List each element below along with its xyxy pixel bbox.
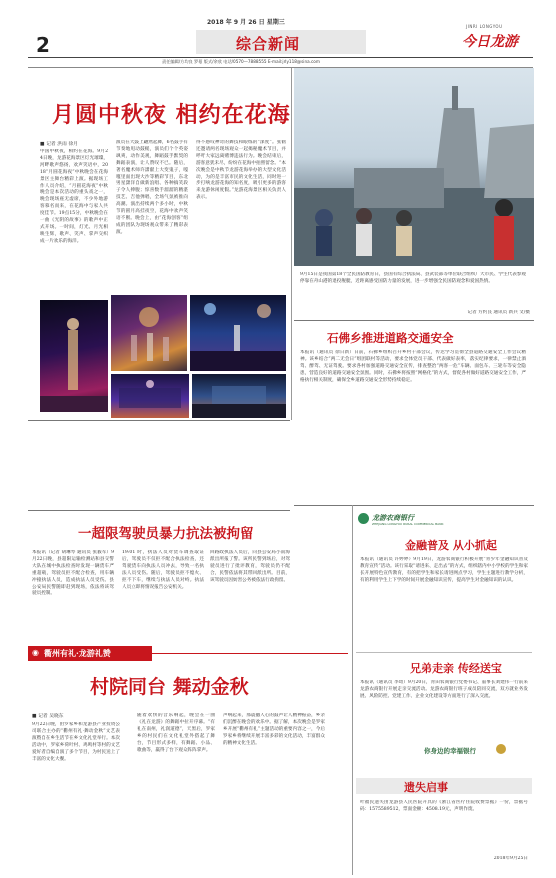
village-col-2: 随着欢快的音乐响起，晚会在一曲《礼在龙游》的舞蹈中拉开序幕。“有礼在南州，礼润道德”，天黑后，罗家乡的村民们在文化礼堂外搭起了舞台，节目形式多样，有舞蹈、小品、歌曲等，赢得了台下观众阵阵掌声。 (137, 713, 215, 753)
masthead-rule (28, 57, 533, 58)
concert-photo-4 (111, 374, 189, 418)
lead-headline: 月圆中秋夜 相约在花海 (52, 102, 291, 128)
concert-photo-5 (192, 374, 286, 418)
bank-name-cn: 龙游农商银行 (372, 513, 414, 522)
editors-line: 责任编辑/方均良 罗蔓 版式/余欣 电话/0570—7888555 E-mail:jrly118@sina.com (162, 59, 320, 64)
logo-cn: 今日龙游 (462, 34, 518, 50)
village-byline (32, 712, 64, 719)
bank-logo-mark (358, 513, 369, 524)
rule-drunk-top (28, 420, 290, 421)
rule-traffic (294, 320, 534, 321)
warship-photo (294, 68, 534, 266)
drunk-col-1: 本报讯（记者 胡琳琴 通讯员 张毅军）9月22日晚，县超限运输检测站和县交警大队在城中执法检查时发现一辆货车严重超载，驾驶员拒不配合检查，用车辆冲撞执法人员，造成执法人员受伤。县公安局民警随即赶到现场，依法将该驾驶员控制。 (32, 550, 114, 597)
bank-item2-title: 兄弟走亲 传经送宝 (410, 662, 502, 675)
logo-en: JINRI LONGYOU (466, 24, 503, 29)
warship-caption: 9月15日是我国第18个全民国防教育日，县国有综合执法局、县武装部等单位联合组织广大市民、学生代表参观停靠在舟山港的退役舰艇，近距离感受国防力量的发展，进一步增强全民国防观念和爱国热情。 (300, 272, 526, 284)
byline-mark: ■ (40, 141, 45, 147)
concert-photo-3 (40, 300, 108, 412)
drunk-col-3: 回路政执法人员后，向县公安局小南海派出所报了警。该所民警到场后，对驾驶员进行了批评教育，驾驶员仍不配合，民警依法将其带回派出所。目前，该驾驶员因妨害公务被依法行政拘留。 (210, 550, 290, 583)
bank-item1-body: 本报讯（通讯员 许婷婷）9月19日，龙游农商银行积极开展“青少年金融知识普及教育宣传”活动。该行采取“请进来、走出去”的方式，组织辖内中小学校的学生和家长开展特色宣传教育，有的把学生和家长请进网点学习，学生主题进行教学分析，有的利用学生上下学的时间开展金融知识宣传，提高学生对金融知识的认识。 (360, 557, 528, 583)
concert-photo-2 (190, 295, 286, 371)
village-col-3: 声响起来，那震撼人心的鼓声让人精神振奋，乡亲们沉醉在晚会的欢乐中。据了解，本次晚会是罗家乡开展“衢州有礼”主题活动的重要内容之一，今后罗家乡将继续开展丰富多彩的文化活动，丰富群众的精神文化生活。 (223, 713, 325, 746)
drunk-col-2: 19:01 时，执法人员对货车调查取证后，驾驶员不仅拒不配合执法检查，还驾驶货车向执法人员冲去，导致一名执法人员受伤。随后，驾驶员拒不熄火、拒不下车，继续与执法人员对峙。执法人员立即将情况报告公安机关。 (122, 550, 204, 590)
village-topic-label: 衢州有礼·龙游礼赞 (44, 648, 111, 658)
lead-byline-text: 记者 洪雨 徐月 (46, 142, 78, 147)
traffic-body: 本报讯（通讯员 徐日新）日前，石佛乡组织召开乡村干部会议，传达学习贯彻全县道路交通安全工作会议精神。该乡结合“两二无会日”组团联村等活动，要求全体党员干部、代表做好表率，落实纪律要求，一律禁止酒驾、醉驾、无证驾驶。要求各村加强道路交通安全宣传，排查整治“两客一危”车辆、面包车、三轮车等安全隐患，营造良好的道路交通安全氛围。同时，石佛乡将按照“网格化”的方式，督促各村做好道路交通安全工作，严格执行相关制度，确保全乡道路交通安全形势持续稳定。 (300, 350, 526, 383)
warship-byline: 记者 方约良 通讯员 新兵 文/摄 (467, 310, 530, 315)
warship-photo-art (294, 68, 534, 266)
rule-bank (294, 505, 534, 506)
lead-col-3: 得不感叹神奇的舞技和眼练的“深度”。张鹤还邀请两名现场观众一起揭秘魔术节目，并呼吁大家远离赌博违法行为。晚会结束后，游客意犹未尽，纷纷在花海中拍照留念。“本次晚会是中秋节龙游花海举办的大型文化活动，为的是丰富市民的文化生活，同时进一步打响龙游花海的知名度，吸引更多的游客来龙游休闲度假。”龙游花海景区相关负责人表示。 (196, 140, 286, 201)
concert-photo-3-art (40, 300, 108, 412)
bank-item2-body: 本报讯（通讯员 李琦）9月20日，青田农商银行党委书记、董事长刘建伟一行前来龙游农商银行开展走亲交流活动。龙游农商银行班子成员陪同交流，双方就业务发展、风险防控、党建工作、企业文化建设等方面进行了深入交流。 (360, 680, 528, 699)
notice-title: 遗失启事 (404, 781, 448, 794)
traffic-headline: 石佛乡推进道路交通安全 (327, 331, 454, 345)
drunk-headline: 一超限驾驶员暴力抗法被拘留 (78, 526, 254, 542)
village-topic-icon: ◉ (32, 648, 39, 657)
concert-photo-4-art (111, 374, 189, 418)
village-byline-mark: ■ (32, 713, 37, 719)
bank-slogan-coin (496, 744, 506, 754)
village-headline: 村院同台 舞动金秋 (90, 676, 249, 698)
concert-photo-5-art (192, 374, 286, 418)
concert-photo-1-art (111, 295, 187, 371)
notice-date: 2018年9月25日 (493, 856, 528, 861)
section-title: 综合新闻 (236, 35, 301, 53)
lead-col-2: 演员在大鼓上翩然起舞，6名鼓手有节奏地甩动鼓槌，演员们个个英姿飒爽，动作美观，舞蹈鼓手默契的舞蹈表演，让人赞叹不已。随后，著名魔术师许潇献上大变鬼子，嘎嘎里面出现大沙等精彩节目，东北男星潇洋自做新浪唱、各种搞笑段子令人捧腹；惊喜数手溜溜的精湛技艺、吉他弹唱，全场气氛被推向高潮。演出持续两个多小时，中秋节的圆月高挂夜空，花海中欢声笑语不断。晚会上，由“花海创客”组成的团队为现场观众带来了精彩表演。 (116, 140, 188, 235)
notice-body: 叶福民遗失由龙游县人民医院开具的《浙江省医疗住院收费票据》一份，票据号码：1575589512，票面金额：4508.19元，声明作废。 (360, 800, 528, 812)
divider-lead (291, 68, 292, 420)
rule-bank-mid (356, 652, 532, 653)
concert-photo-2-art (190, 295, 286, 371)
bank-name-en: ZHEJIANG LONGYOU RURAL COMMERCIAL BANK (372, 522, 444, 526)
village-byline-text: 记者 吴晓东 (38, 714, 64, 719)
rule-drunk-top-2 (28, 510, 290, 511)
concert-photo-1 (111, 295, 187, 371)
page-number: 2 (36, 33, 50, 57)
divider-bank (352, 505, 353, 875)
rule-village (152, 653, 348, 654)
date-line: 2018 年 9 月 26 日 星期三 (207, 19, 285, 26)
village-col-1: 9月22日晚，由罗家乡和龙游县产业投资公司联合主办的“衢州有礼·舞动金秋”文艺表演暨自在乡生活节在乡文化礼堂举行。本次活动中，罗家乡荷叶村、鸡鸣村等村的文艺爱好者自编自演了多个节目，为村民送上了丰富的文化大餐。 (32, 722, 120, 762)
bank-item1-title: 金融普及 从小抓起 (405, 539, 497, 552)
lead-byline (40, 140, 78, 147)
bank-slogan: 你身边的幸福银行 (424, 747, 476, 755)
lead-col-1: 中国中秋夜，相约在花海。9月24日晚，龙游花海景区灯光璀璨，河畔歌声悠扬，欢声笑语中，2018“月圆花海夜”中秋晚会在花海景区主舞台精彩上演。据现场工作人员介绍，“月圆花海夜”中秋晚会是本次活动的重头戏之一，晚会现场座无虚席，不少外地游客慕名而来，在花海中与家人共度佳节。19点15分，中秋晚会在一曲《光阴的故事》的歌声中正式开场。一时间，灯光、月光相映生辉，歌声、笑声、掌声交织成一片欢乐的海洋。 (40, 149, 108, 244)
